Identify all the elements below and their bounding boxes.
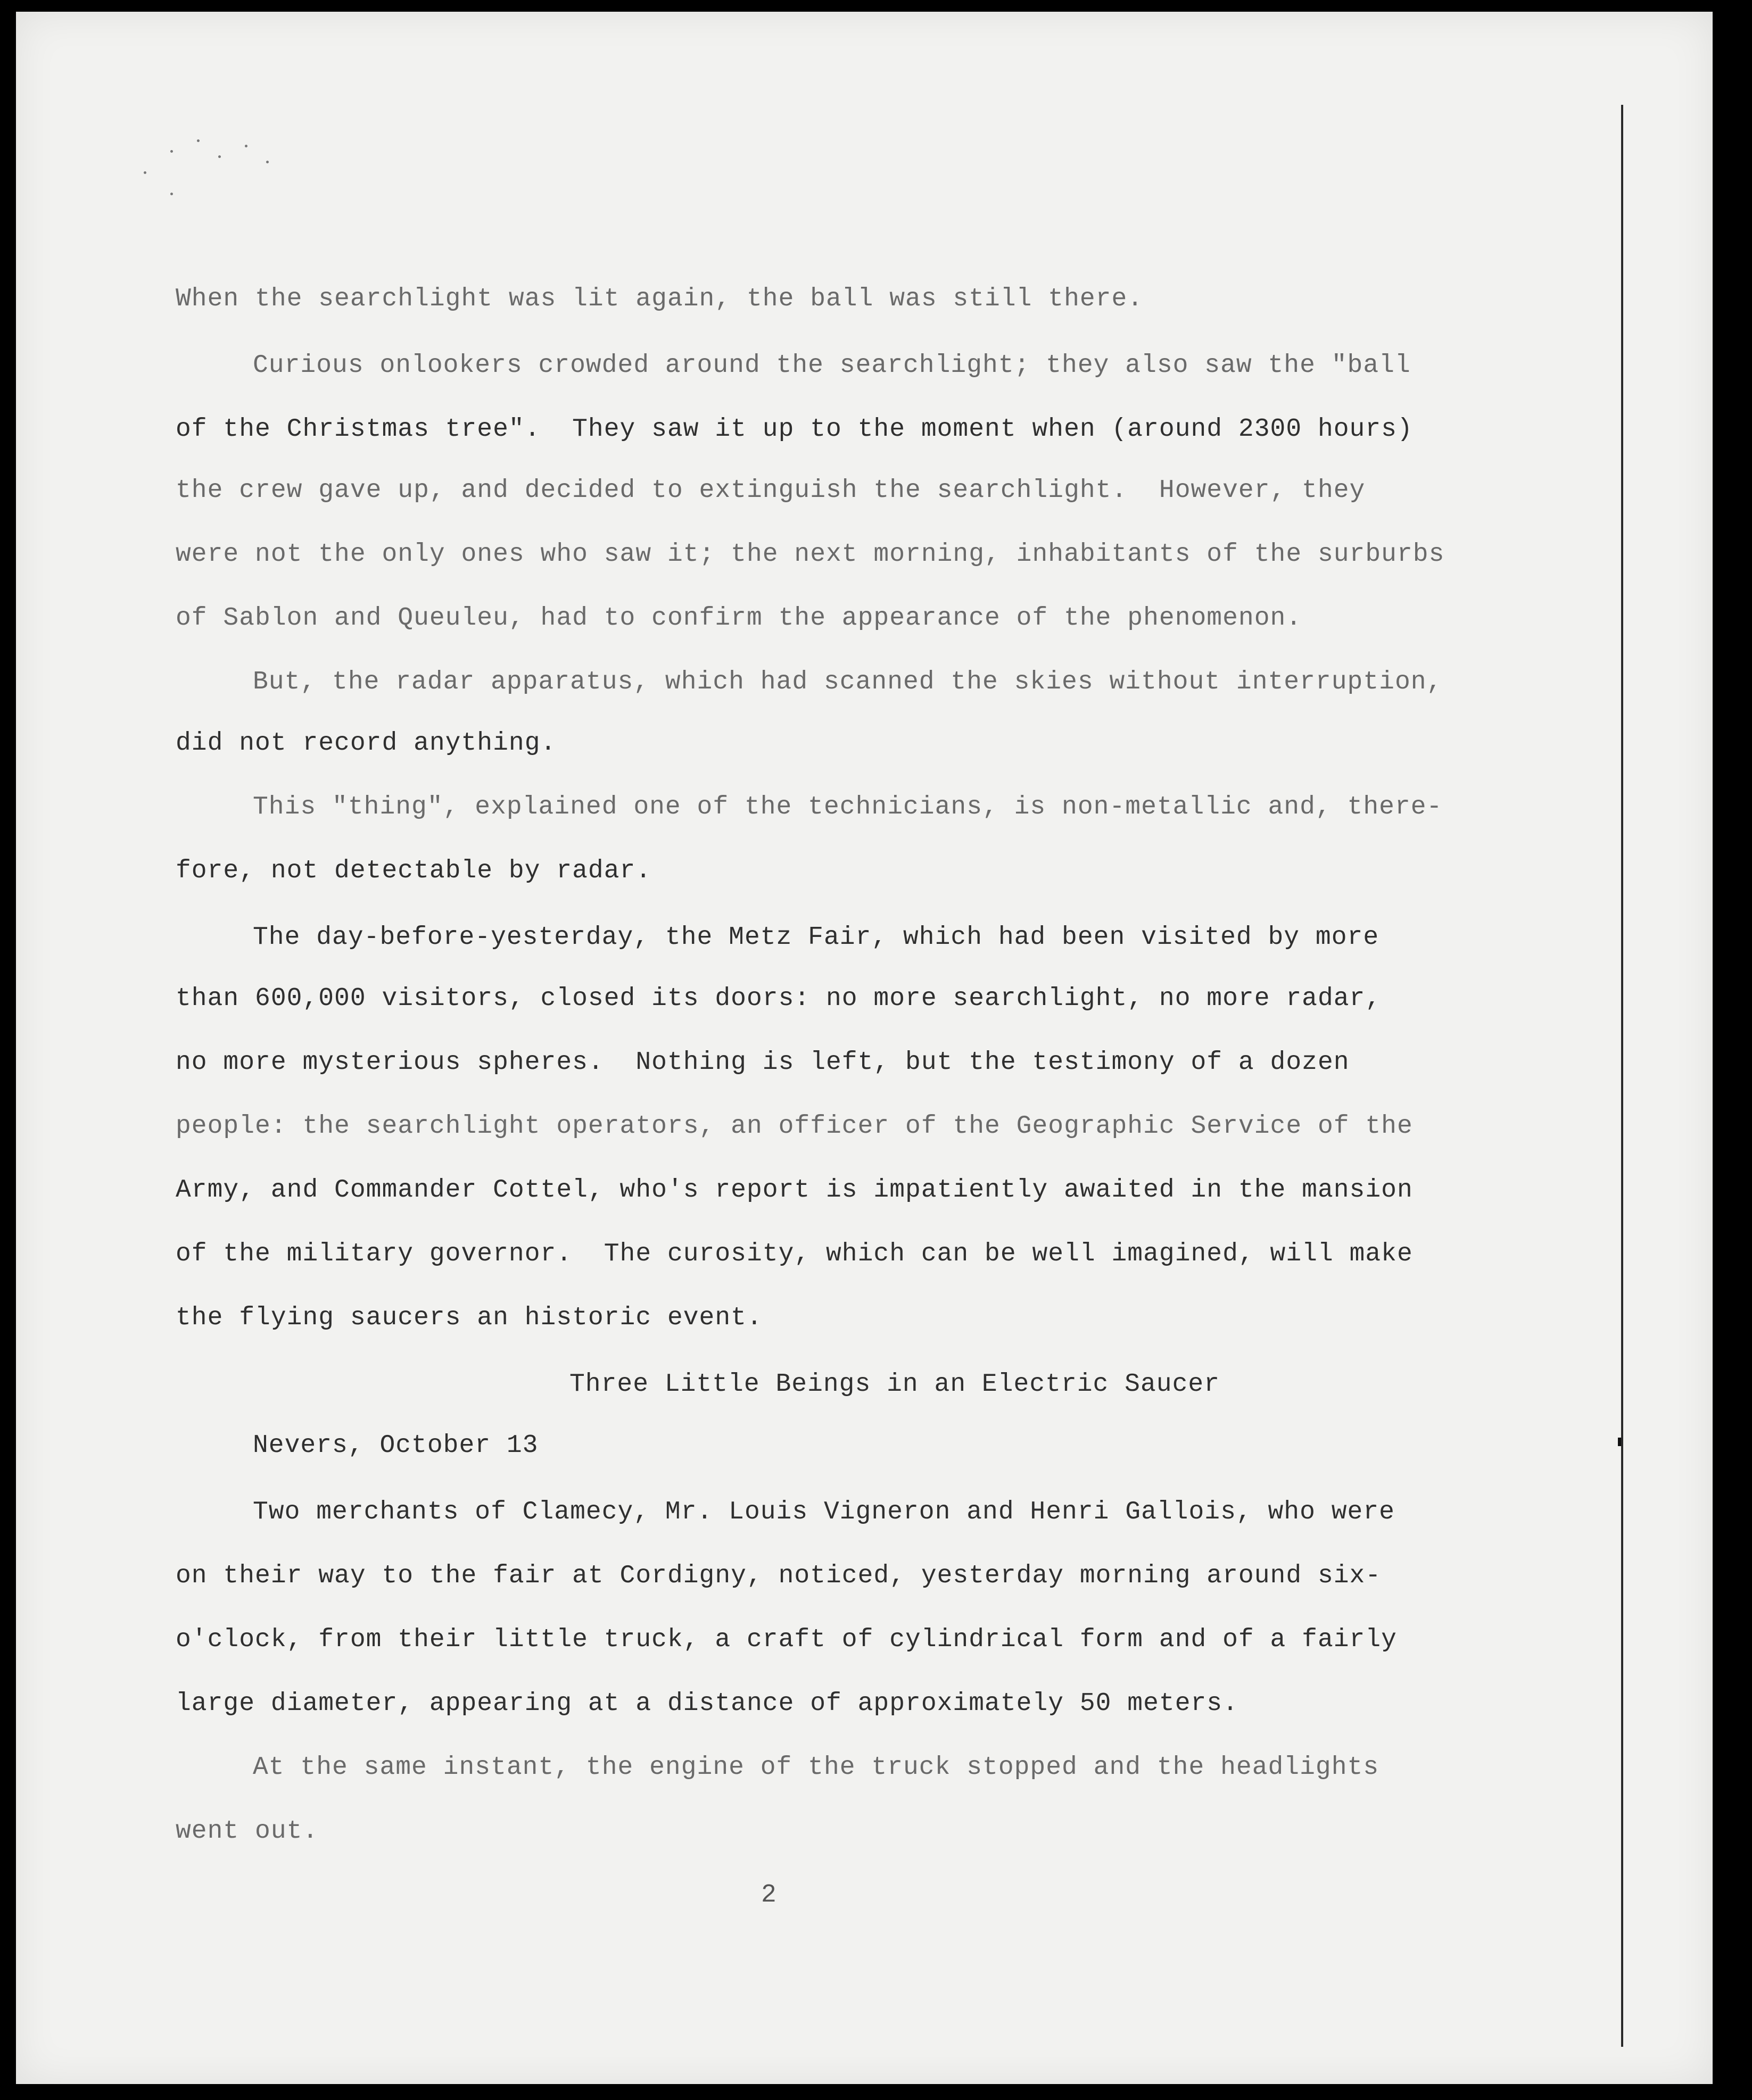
- text-line: of the military governor. The curosity, which can be well imagined, will make: [176, 1240, 1413, 1268]
- text-line: of Sablon and Queuleu, had to confirm the appearance of the phenomenon.: [176, 604, 1302, 633]
- text-line: o'clock, from their little truck, a craft of cylindrical form and of a fairly: [176, 1625, 1397, 1654]
- text-line: the crew gave up, and decided to extinguish the searchlight. However, they: [176, 476, 1366, 505]
- text-line: of the Christmas tree". They saw it up to the moment when (around 2300 hours): [176, 415, 1413, 444]
- text-line: people: the searchlight operators, an officer of the Geographic Service of the: [176, 1112, 1413, 1141]
- text-line: When the searchlight was lit again, the ball was still there.: [176, 285, 1144, 313]
- text-line: went out.: [176, 1817, 319, 1846]
- text-line: At the same instant, the engine of the truck stopped and the headlights: [253, 1753, 1379, 1782]
- text-line: did not record anything.: [176, 729, 557, 758]
- text-line: The day-before-yesterday, the Metz Fair, which had been visited by more: [253, 923, 1379, 952]
- text-line: Curious onlookers crowded around the searchlight; they also saw the "ball: [253, 351, 1411, 380]
- document-page: [16, 12, 1713, 2084]
- text-line: This "thing", explained one of the technicians, is non-metallic and, there-: [253, 793, 1443, 821]
- text-line: were not the only ones who saw it; the next morning, inhabitants of the surburbs: [176, 540, 1445, 569]
- text-line: But, the radar apparatus, which had scanned the skies without interruption,: [253, 668, 1443, 696]
- text-line: than 600,000 visitors, closed its doors: no more searchlight, no more radar,: [176, 984, 1382, 1013]
- text-line: Army, and Commander Cottel, who's report is impatiently awaited in the mansion: [176, 1176, 1413, 1205]
- section-heading: Three Little Beings in an Electric Saucer: [569, 1370, 1220, 1399]
- text-line: fore, not detectable by radar.: [176, 857, 652, 885]
- document-text: [16, 12, 1713, 2084]
- text-line: on their way to the fair at Cordigny, noticed, yesterday morning around six-: [176, 1562, 1382, 1590]
- page-number: 2: [761, 1881, 777, 1910]
- text-line: the flying saucers an historic event.: [176, 1304, 763, 1332]
- text-line: no more mysterious spheres. Nothing is left, but the testimony of a dozen: [176, 1048, 1350, 1077]
- text-line: large diameter, appearing at a distance of approximately 50 meters.: [176, 1689, 1238, 1718]
- text-line: Two merchants of Clamecy, Mr. Louis Vigneron and Henri Gallois, who were: [253, 1498, 1395, 1526]
- dateline: Nevers, October 13: [253, 1431, 539, 1460]
